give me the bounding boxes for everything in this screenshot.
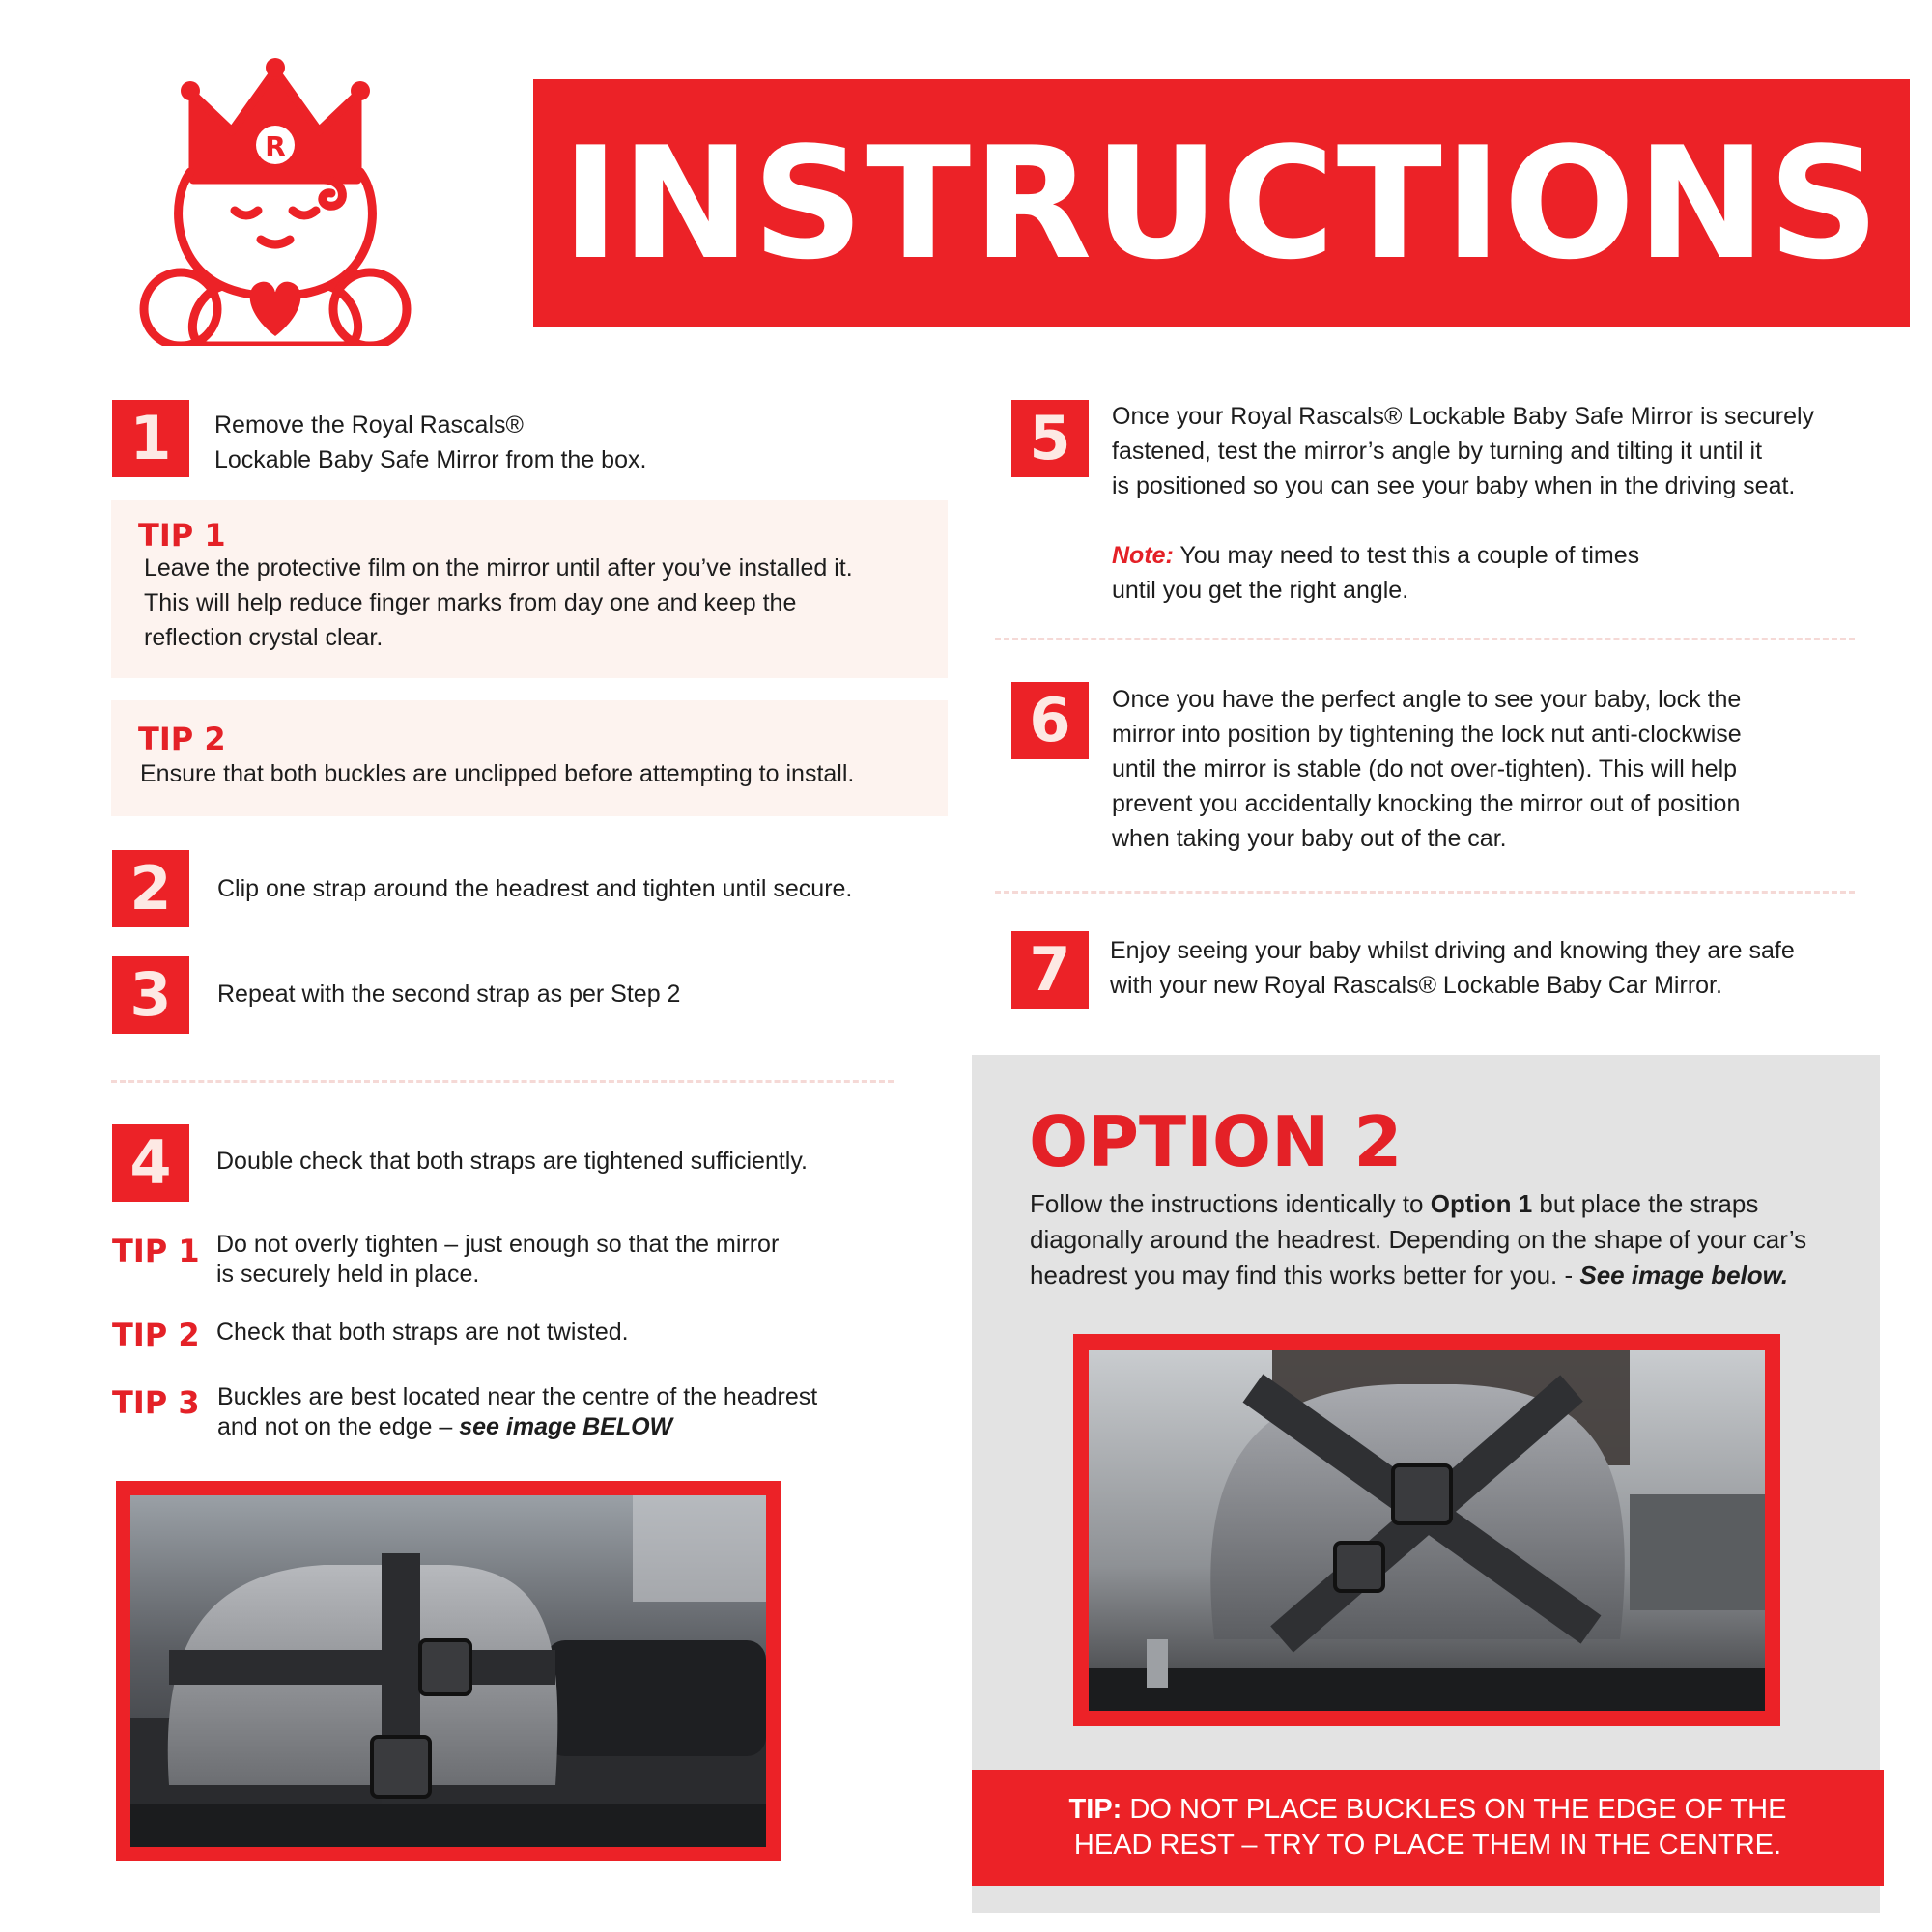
- royal-rascals-logo-icon: [130, 56, 420, 346]
- step-5-line: is positioned so you can see your baby when in the driving seat.: [1112, 472, 1796, 499]
- step-number-1: 1: [112, 400, 189, 477]
- tip-banner-line-2: HEAD REST – TRY TO PLACE THEM IN THE CENTRE.: [1073, 1830, 1782, 1861]
- step-4-tip-3-line: [217, 1412, 932, 1442]
- step-1-line: Lockable Baby Safe Mirror from the box.: [214, 446, 647, 473]
- step-number-3: 3: [112, 956, 189, 1034]
- step-6-line: Once you have the perfect angle to see your baby, lock the: [1112, 686, 1742, 713]
- option-2-line: [1030, 1258, 1861, 1293]
- headrest-horizontal-strap-photo: [130, 1495, 766, 1847]
- photo-frame-horizontal-strap: [116, 1481, 781, 1861]
- tip-1-heading: TIP 1: [138, 517, 226, 554]
- step-4-tip-2-text: Check that both straps are not twisted.: [216, 1319, 629, 1346]
- step-4-tip-1-text: [216, 1230, 931, 1290]
- divider: [995, 638, 1855, 640]
- step-5-note: [1112, 538, 1875, 608]
- step-4-tip-3-prefix: and not on the edge –: [217, 1413, 460, 1440]
- step-4-tip-3-text: [217, 1382, 932, 1442]
- step-6-line: mirror into position by tightening the lock nut anti-clockwise: [1112, 721, 1742, 748]
- step-4-text: Double check that both straps are tightened sufficiently.: [216, 1148, 808, 1175]
- note-label: Note:: [1112, 542, 1174, 569]
- step-6-line: when taking your baby out of the car.: [1112, 825, 1507, 852]
- step-4-tip-2-heading: TIP 2: [112, 1317, 200, 1353]
- divider: [995, 891, 1855, 894]
- option-2-text: [1030, 1186, 1861, 1293]
- tip-1-line: reflection crystal clear.: [144, 624, 384, 651]
- step-4-tip-1-heading: TIP 1: [112, 1233, 200, 1269]
- option-2-line: diagonally around the headrest. Depending on the shape of your car’s: [1030, 1225, 1807, 1254]
- step-1-text: [214, 408, 891, 477]
- option-2-line-3-prefix: headrest you may find this works better for you. -: [1030, 1261, 1580, 1290]
- step-number-2: 2: [112, 850, 189, 927]
- step-3-text: Repeat with the second strap as per Step 2: [217, 980, 681, 1008]
- tip-banner: [972, 1770, 1884, 1886]
- see-image-below-emphasis: See image below.: [1579, 1261, 1789, 1290]
- divider: [111, 1080, 894, 1083]
- step-6-line: until the mirror is stable (do not over-tighten). This will help: [1112, 755, 1738, 782]
- option-2-line-1-prefix: Follow the instructions identically to: [1030, 1189, 1431, 1218]
- step-6-line: prevent you accidentally knocking the mirror out of position: [1112, 790, 1741, 817]
- step-5-line: Once your Royal Rascals® Lockable Baby Safe Mirror is securely: [1112, 403, 1815, 430]
- see-image-below-emphasis: see image BELOW: [459, 1413, 673, 1440]
- note-text: You may need to test this a couple of times: [1179, 542, 1640, 569]
- page-title: INSTRUCTIONS: [561, 112, 1882, 294]
- headrest-diagonal-strap-photo: [1089, 1350, 1765, 1711]
- step-5-note-line: [1112, 538, 1875, 573]
- step-2-text: Clip one strap around the headrest and tighten until secure.: [217, 875, 853, 902]
- option-1-reference: Option 1: [1430, 1189, 1533, 1218]
- tip-2-line: Ensure that both buckles are unclipped before attempting to install.: [140, 760, 855, 787]
- tip-1-line: This will help reduce finger marks from day one and keep the: [144, 589, 797, 616]
- step-6-text: [1112, 682, 1875, 856]
- tip-banner-label: TIP:: [1068, 1794, 1122, 1825]
- tip-2-heading: TIP 2: [138, 721, 226, 757]
- step-5-text: [1112, 399, 1875, 503]
- step-7-text: [1110, 933, 1883, 1003]
- step-number-7: 7: [1011, 931, 1089, 1009]
- step-4-tip-3-line: Buckles are best located near the centre of the headrest: [217, 1383, 818, 1410]
- step-5-note-line: until you get the right angle.: [1112, 577, 1409, 604]
- tip-1-box: [111, 500, 948, 678]
- photo-frame-diagonal-strap: [1073, 1334, 1780, 1726]
- header-banner: [533, 79, 1910, 327]
- option-2-line-1-suffix: but place the straps: [1532, 1189, 1759, 1218]
- tip-banner-line-1: [1069, 1792, 1787, 1828]
- step-4-tip-1-line: Do not overly tighten – just enough so that the mirror: [216, 1231, 780, 1258]
- tip-banner-text: DO NOT PLACE BUCKLES ON THE EDGE OF THE: [1122, 1794, 1787, 1825]
- step-1-line: Remove the Royal Rascals®: [214, 412, 524, 439]
- tip-1-line: Leave the protective film on the mirror until after you’ve installed it.: [144, 554, 853, 582]
- option-2-line: [1030, 1186, 1861, 1222]
- step-4-tip-1-line: is securely held in place.: [216, 1261, 480, 1288]
- step-7-line: Enjoy seeing your baby whilst driving and knowing they are safe: [1110, 937, 1795, 964]
- option-2-title: OPTION 2: [1029, 1101, 1403, 1182]
- tip-1-text: [144, 551, 936, 655]
- step-number-5: 5: [1011, 400, 1089, 477]
- svg-text:R: R: [265, 130, 286, 162]
- tip-2-box: [111, 700, 948, 816]
- step-4-tip-3-heading: TIP 3: [112, 1384, 200, 1421]
- step-number-4: 4: [112, 1124, 189, 1202]
- step-number-6: 6: [1011, 682, 1089, 759]
- tip-2-text: [140, 756, 942, 791]
- step-5-line: fastened, test the mirror’s angle by turning and tilting it until it: [1112, 438, 1763, 465]
- step-7-line: with your new Royal Rascals® Lockable Baby Car Mirror.: [1110, 972, 1722, 999]
